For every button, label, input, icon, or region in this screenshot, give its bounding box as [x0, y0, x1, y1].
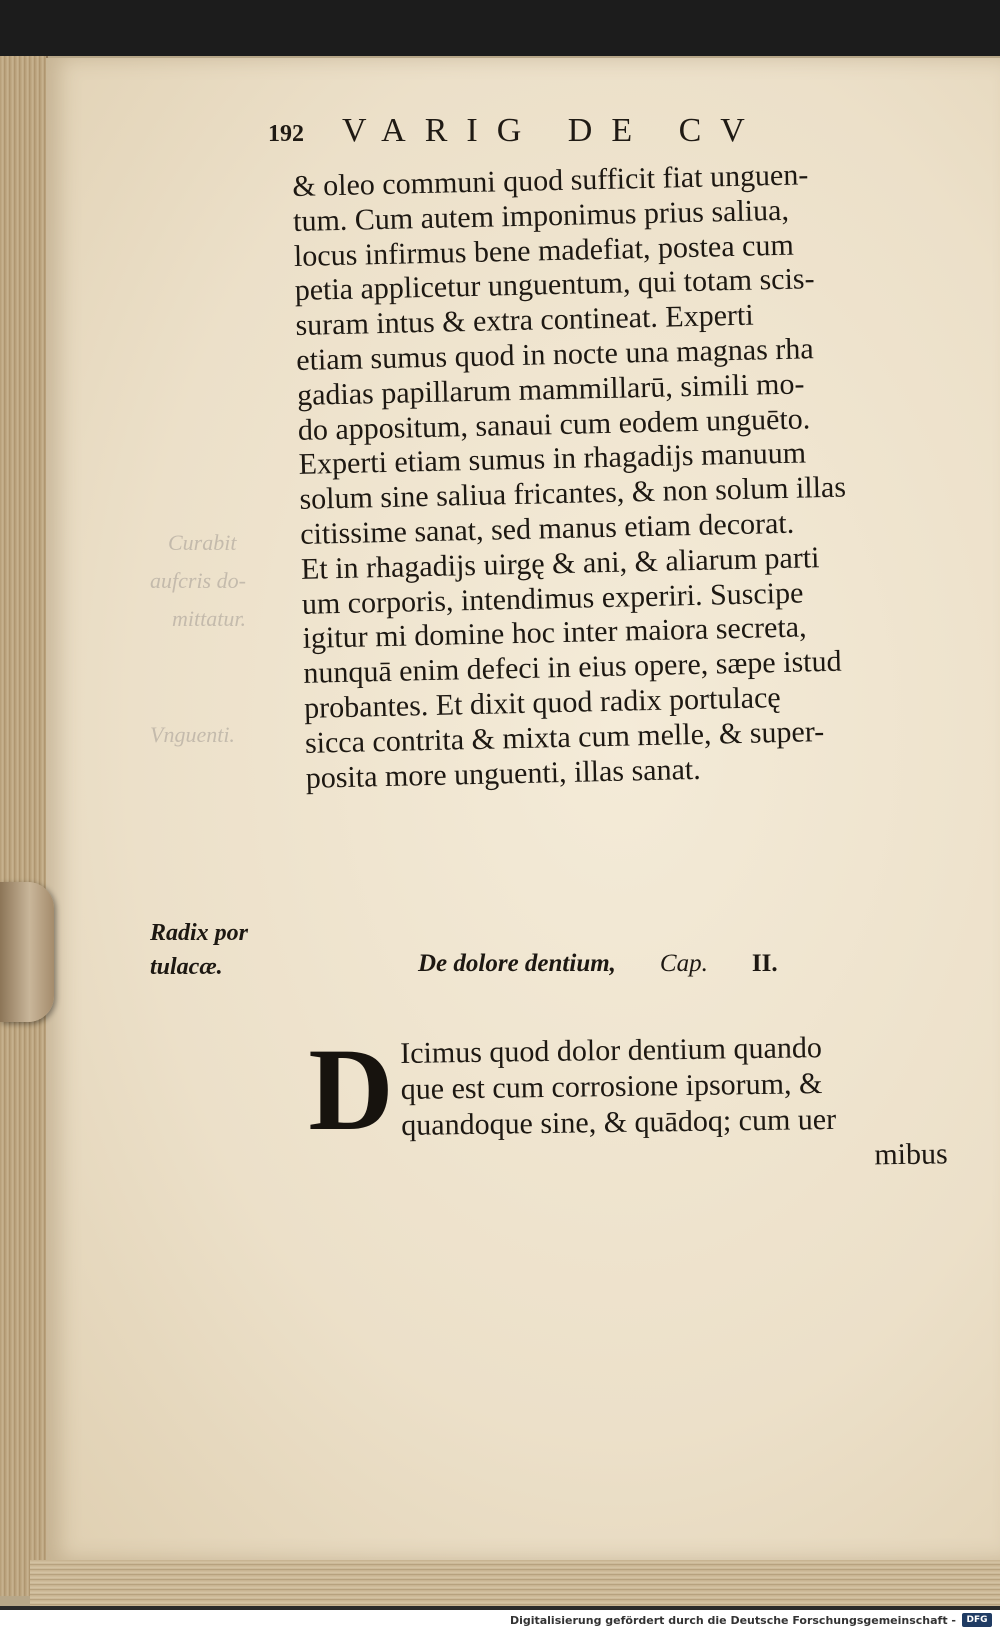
margin-note-line: Radix por [150, 920, 249, 946]
text-line: mibus [874, 1137, 948, 1172]
page-edges-bottom [30, 1560, 1000, 1606]
page-clip [0, 882, 54, 1022]
text-line: Experti etiam sumus in rhagadijs manuum [298, 436, 807, 482]
text-line: tum. Cum autem imponimus prius saliua, [292, 193, 790, 238]
footer-credit: Digitalisierung gefördert durch die Deutsche Forschungsgemeinschaft - [509, 1614, 956, 1627]
bleed-through-text: Vnguenti. [150, 722, 235, 747]
text-line: Icimus quod dolor dentium quando [400, 1031, 823, 1070]
page-edges-left [0, 56, 48, 1596]
text-line: nunquā enim defeci in eius opere, sæpe istud [303, 644, 842, 691]
text-line: suram intus & extra contineat. Experti [295, 298, 754, 343]
text-line: etiam sumus quod in nocte una magnas rha [295, 332, 814, 377]
page-number: 192 [268, 121, 304, 147]
text-line: gadias papillarum mammillarū, simili mo- [296, 367, 805, 412]
text-line: quandoque sine, & quādoq; cum uer [401, 1102, 837, 1142]
text-line: petia applicetur unguentum, qui totam scis- [294, 262, 815, 308]
drop-cap: D [308, 1024, 394, 1155]
main-paragraph [292, 155, 946, 796]
chapter-title: De dolore dentium, [418, 950, 616, 977]
bleed-through-text: aufcris do- [150, 568, 246, 593]
chapter-cap-label: Cap. [659, 950, 708, 977]
text-line: locus infirmus bene madefiat, postea cum [293, 228, 795, 273]
text-line: Et in rhagadijs uirgę & ani, & aliarum parti [300, 540, 820, 586]
text-line: sicca contrita & mixta cum melle, & super- [304, 714, 825, 760]
text-line: probantes. Et dixit quod radix portulacę [303, 681, 782, 725]
chapter-heading [418, 950, 778, 978]
running-head [268, 112, 764, 150]
text-line: um corporis, intendimus experiri. Suscipe [301, 576, 804, 621]
text-line: igitur mi domine hoc inter maiora secreta, [302, 610, 807, 656]
text-line: do appositum, sanaui cum eodem unguēto. [297, 401, 811, 447]
margin-note [150, 916, 248, 984]
running-head-title: VARIG DE CV [342, 112, 764, 149]
dfg-logo: DFG [962, 1613, 992, 1627]
text-line: citissime sanat, sed manus etiam decorat. [299, 506, 795, 551]
bleed-through-text: Curabit [168, 530, 237, 555]
bleed-through-text: mittatur. [172, 606, 246, 631]
chapter-paragraph [400, 1028, 962, 1180]
margin-note-line: tulacæ. [150, 954, 223, 980]
chapter-number: II. [751, 950, 778, 977]
text-line: que est cum corrosione ipsorum, & [400, 1067, 823, 1106]
text-line: & oleo communi quod sufficit fiat unguen- [292, 158, 809, 203]
text-line: posita more unguenti, illas sanat. [305, 752, 701, 795]
text-line: solum sine saliua fricantes, & non solum illas [299, 470, 847, 517]
